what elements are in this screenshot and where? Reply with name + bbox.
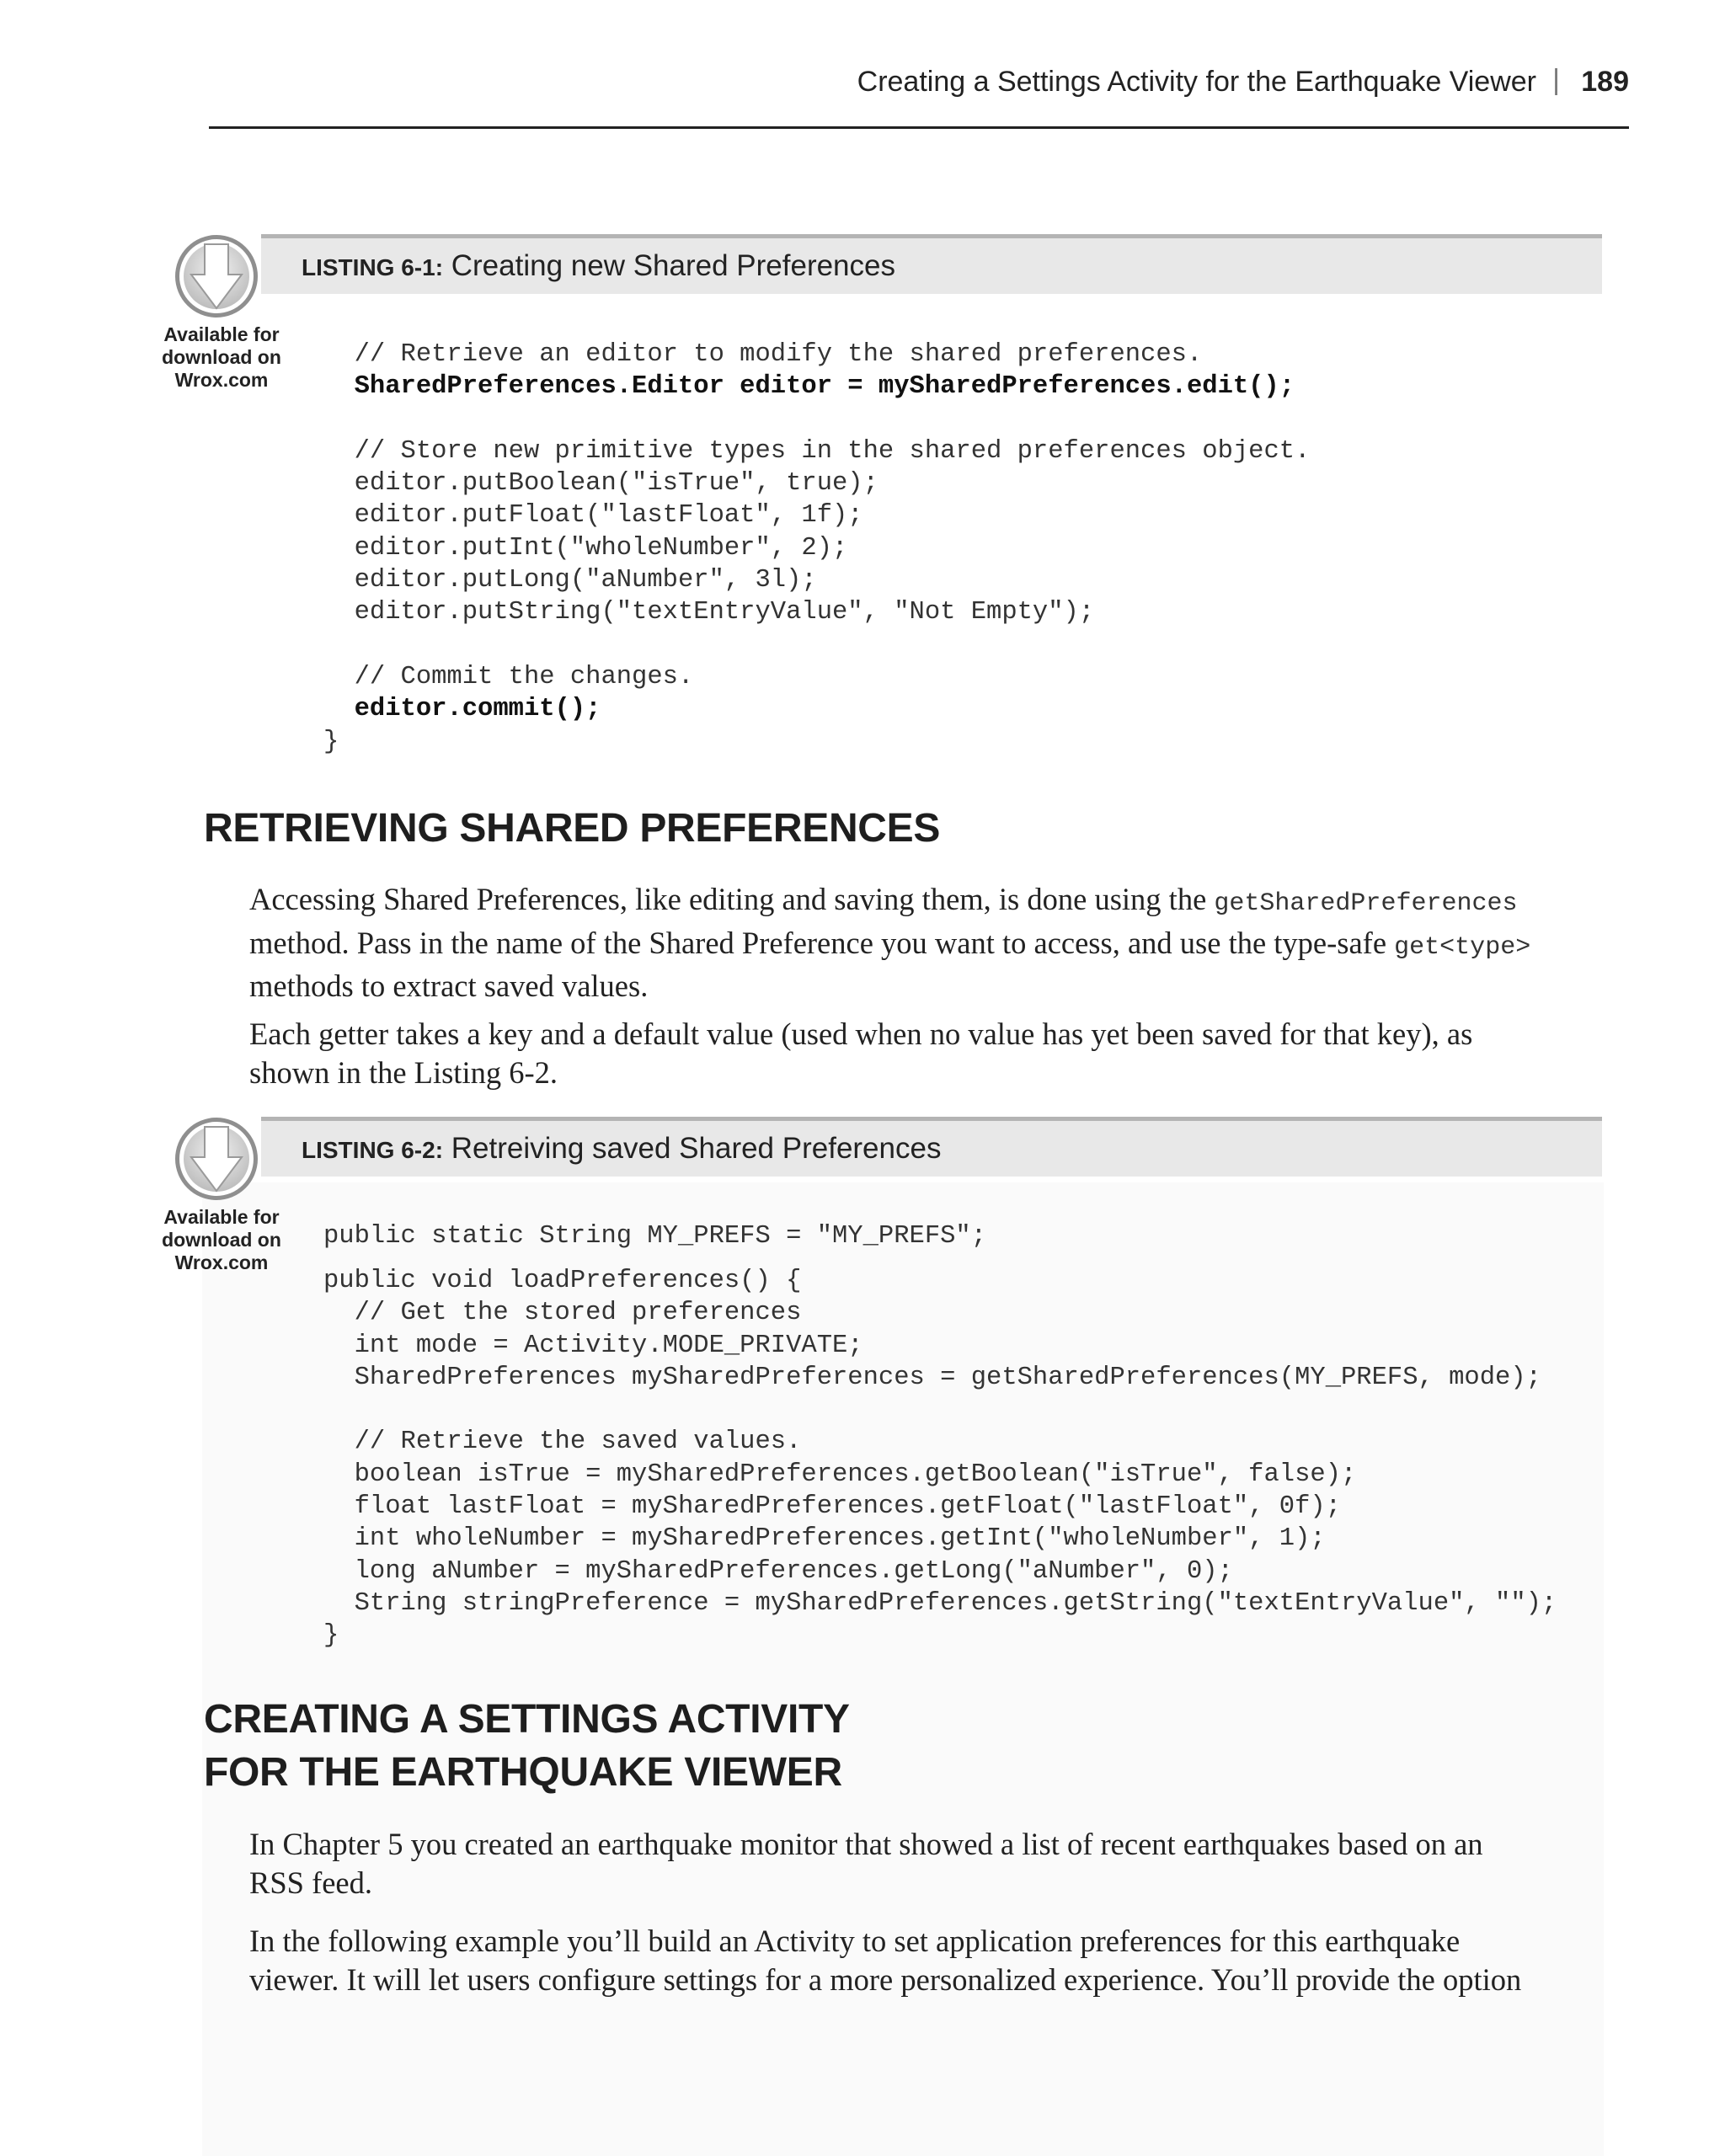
- code-line: editor.putBoolean("isTrue", true);: [323, 469, 879, 499]
- inline-code: getSharedPreferences: [1214, 889, 1518, 918]
- inline-code: get<type>: [1394, 932, 1531, 962]
- code-line: public static String MY_PREFS = "MY_PREFS";: [323, 1222, 987, 1251]
- text: Accessing Shared Preferences, like editing and saving them, is done using the: [249, 882, 1215, 916]
- paragraph-line: methods to extract saved values.: [249, 969, 649, 1003]
- code-line: // Retrieve the saved values.: [323, 1428, 802, 1457]
- section-heading-retrieving: RETRIEVING SHARED PREFERENCES: [204, 806, 941, 851]
- download-note: [150, 1206, 293, 1274]
- code-line: float lastFloat = mySharedPreferences.getFloat("lastFloat", 0f);: [323, 1492, 1341, 1522]
- listing-6-2-code-declaration: [323, 1220, 986, 1252]
- code-line: }: [323, 727, 339, 756]
- listing-6-1-code: [323, 339, 1310, 758]
- text: method. Pass in the name of the Shared Preference you want to access, and use the type-safe: [249, 925, 1395, 960]
- code-line: editor.putInt("wholeNumber", 2);: [323, 533, 848, 563]
- paragraph-line: shown in the Listing 6-2.: [249, 1054, 558, 1090]
- running-head-title: Creating a Settings Activity for the Earthquake Viewer: [857, 66, 1536, 98]
- paragraph-line: [249, 924, 1607, 968]
- listing-6-1-caption: [302, 238, 895, 296]
- listing-6-2-caption: [302, 1121, 941, 1178]
- download-note: [150, 323, 293, 392]
- listing-6-1-label: LISTING 6-1:: [302, 254, 444, 280]
- paragraph-line: In Chapter 5 you created an earthquake monitor that showed a list of recent earthquakes based on an: [249, 1827, 1483, 1861]
- paragraph-chapter5: [249, 1825, 1607, 1902]
- code-line: // Commit the changes.: [323, 662, 694, 691]
- code-line: // Store new primitive types in the shared preferences object.: [323, 436, 1311, 466]
- code-line: int wholeNumber = mySharedPreferences.getInt("wholeNumber", 1);: [323, 1524, 1326, 1554]
- paragraph-accessing: [249, 880, 1607, 1006]
- paragraph-line: RSS feed.: [249, 1865, 372, 1900]
- paragraph-line: viewer. It will let users configure settings for a more personalized experience. You’ll provide the option: [249, 1961, 1522, 1997]
- paragraph-line: [249, 880, 1607, 924]
- paragraph-line: Each getter takes a key and a default value (used when no value has yet been saved for that key), as: [249, 1017, 1473, 1051]
- heading-line: FOR THE EARTHQUAKE VIEWER: [204, 1750, 842, 1795]
- heading-line: CREATING A SETTINGS ACTIVITY: [204, 1697, 850, 1742]
- download-icon: [173, 232, 260, 320]
- listing-6-2-header: [261, 1117, 1602, 1177]
- listing-6-2-label: LISTING 6-2:: [302, 1137, 444, 1163]
- download-note-line2: download on: [162, 1229, 281, 1251]
- listing-6-1-title: Creating new Shared Preferences: [451, 249, 895, 282]
- code-line: editor.putLong("aNumber", 3l);: [323, 566, 817, 595]
- code-line: // Get the stored preferences: [323, 1299, 802, 1328]
- download-note-line1: Available for: [163, 1206, 280, 1228]
- listing-6-2-code: [323, 1265, 1557, 1652]
- code-line: editor.putString("textEntryValue", "Not Empty");: [323, 598, 1095, 627]
- paragraph-getter: [249, 1015, 1607, 1091]
- code-line: String stringPreference = mySharedPreferences.getString("textEntryValue", "");: [323, 1588, 1557, 1618]
- download-note-line3: Wrox.com: [174, 1251, 269, 1273]
- code-line: editor.putFloat("lastFloat", 1f);: [323, 501, 863, 531]
- code-line: // Retrieve an editor to modify the shared preferences.: [323, 340, 1203, 369]
- code-line: boolean isTrue = mySharedPreferences.getBoolean("isTrue", false);: [323, 1460, 1357, 1489]
- code-line: SharedPreferences mySharedPreferences = getSharedPreferences(MY_PREFS, mode);: [323, 1363, 1541, 1392]
- download-note-line2: download on: [162, 346, 281, 368]
- listing-6-2-title: Retreiving saved Shared Preferences: [451, 1132, 942, 1165]
- code-line: int mode = Activity.MODE_PRIVATE;: [323, 1331, 863, 1360]
- paragraph-example: [249, 1922, 1607, 1999]
- code-line: public void loadPreferences() {: [323, 1267, 802, 1295]
- code-line: long aNumber = mySharedPreferences.getLong("aNumber", 0);: [323, 1556, 1233, 1586]
- download-note-line3: Wrox.com: [174, 369, 269, 391]
- listing-6-1-header: [261, 234, 1602, 294]
- paragraph-line: In the following example you’ll build an Activity to set application preferences for this earthquake: [249, 1924, 1461, 1958]
- code-line-bold: editor.commit();: [323, 695, 601, 724]
- download-note-line1: Available for: [163, 323, 280, 345]
- download-icon: [173, 1115, 260, 1203]
- page-number: 189: [1581, 66, 1629, 98]
- running-head-separator: |: [1552, 64, 1560, 96]
- running-head: [209, 61, 1629, 129]
- code-line: }: [323, 1621, 339, 1651]
- section-heading-settings-activity: [204, 1693, 850, 1799]
- code-line-bold: SharedPreferences.Editor editor = mySharedPreferences.edit();: [323, 372, 1295, 402]
